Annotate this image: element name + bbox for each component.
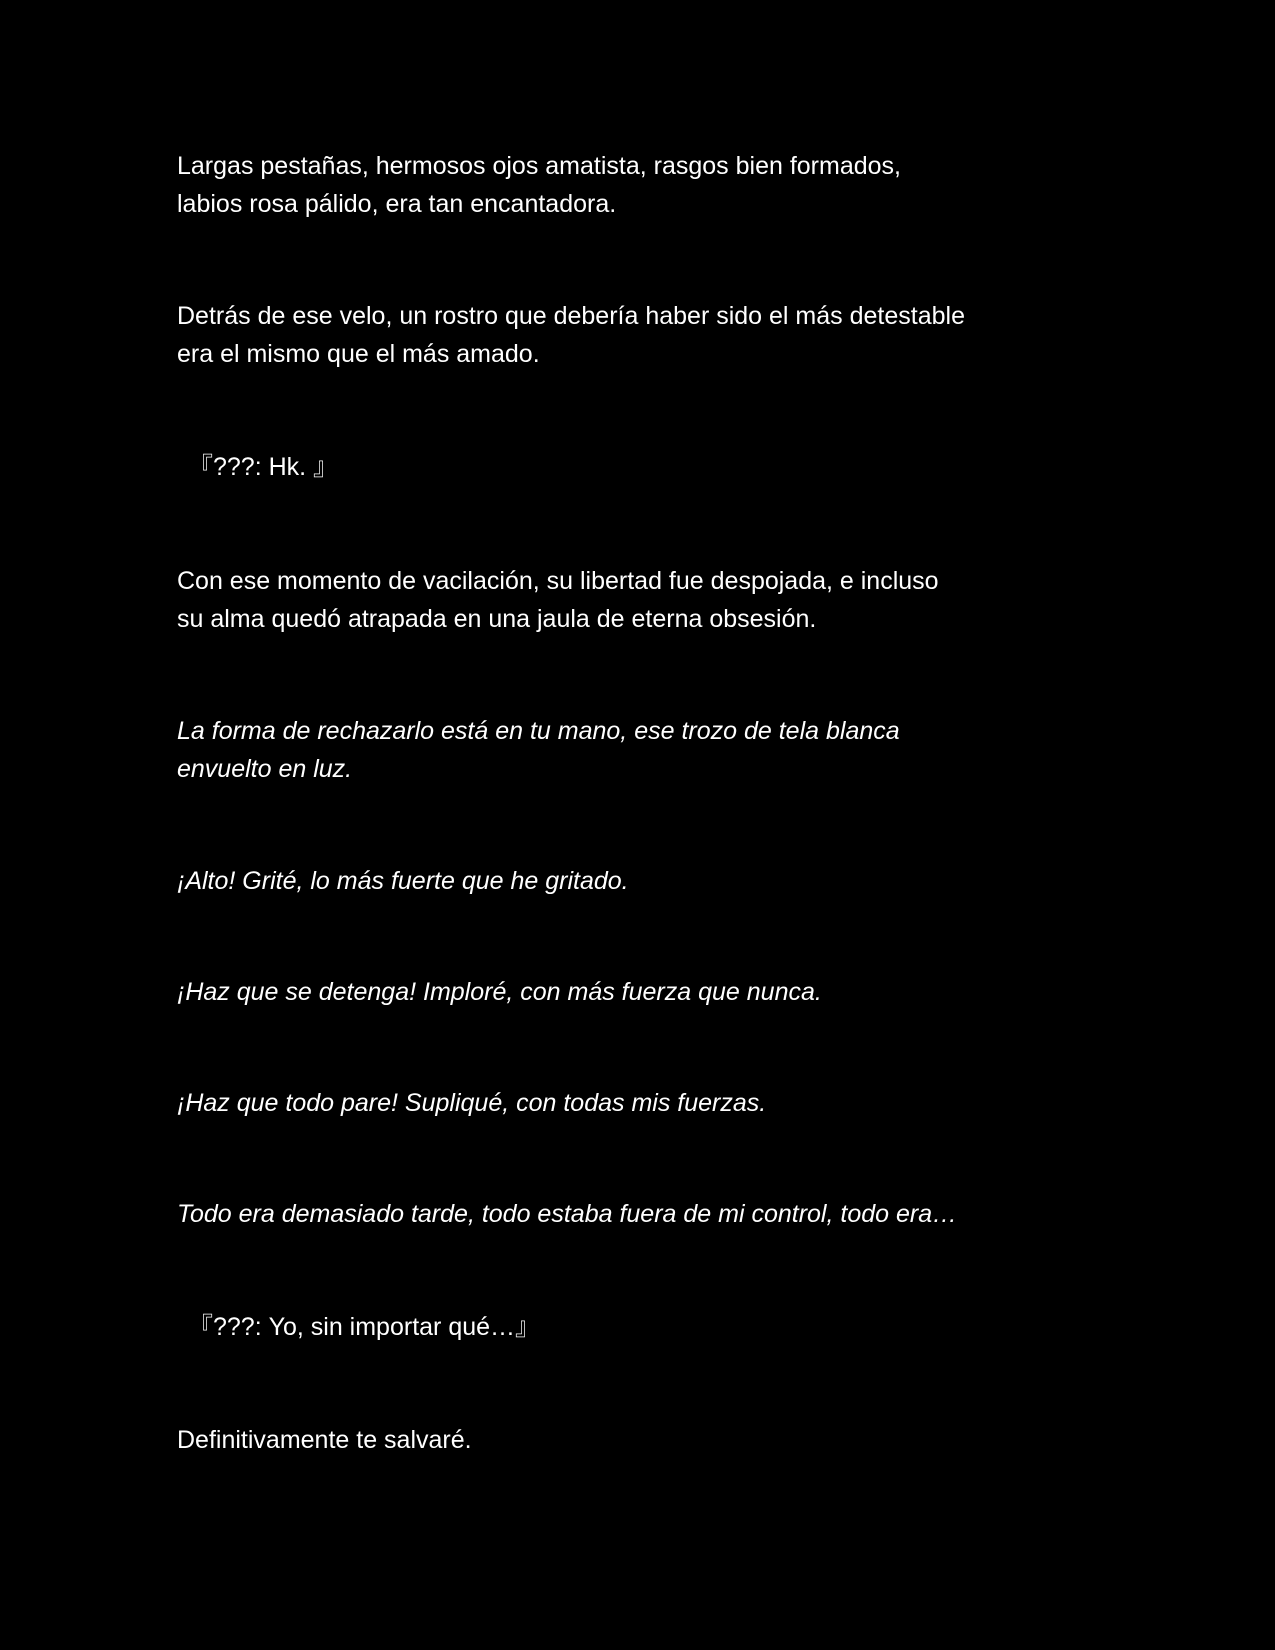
dialog-line: 『???: Hk. 』 [188, 453, 339, 481]
paragraph-italic-rejection: La forma de rechazarlo está en tu mano, ese trozo de tela blanca envuelto en luz. [177, 717, 900, 783]
paragraph-hesitation: Con ese momento de vacilación, su libertad fue despojada, e incluso su alma quedó atrapada en una jaula de eterna obsesión. [177, 567, 939, 633]
paragraph-italic-plead: ¡Haz que todo pare! Supliqué, con todas mis fuerzas. [177, 1089, 767, 1117]
paragraph-final: Definitivamente te salvaré. [177, 1426, 472, 1454]
dialog-line: 『???: Yo, sin importar qué…』 [188, 1313, 541, 1341]
paragraph-veil: Detrás de ese velo, un rostro que debería haber sido el más detestable era el mismo que el más amado. [177, 302, 965, 368]
paragraph-description: Largas pestañas, hermosos ojos amatista, rasgos bien formados, labios rosa pálido, era tan encantadora. [177, 152, 901, 218]
paragraph-italic-stop: ¡Alto! Grité, lo más fuerte que he gritado. [177, 867, 629, 895]
paragraph-italic-too-late: Todo era demasiado tarde, todo estaba fuera de mi control, todo era… [177, 1200, 958, 1228]
paragraph-italic-implore: ¡Haz que se detenga! Imploré, con más fuerza que nunca. [177, 978, 822, 1006]
